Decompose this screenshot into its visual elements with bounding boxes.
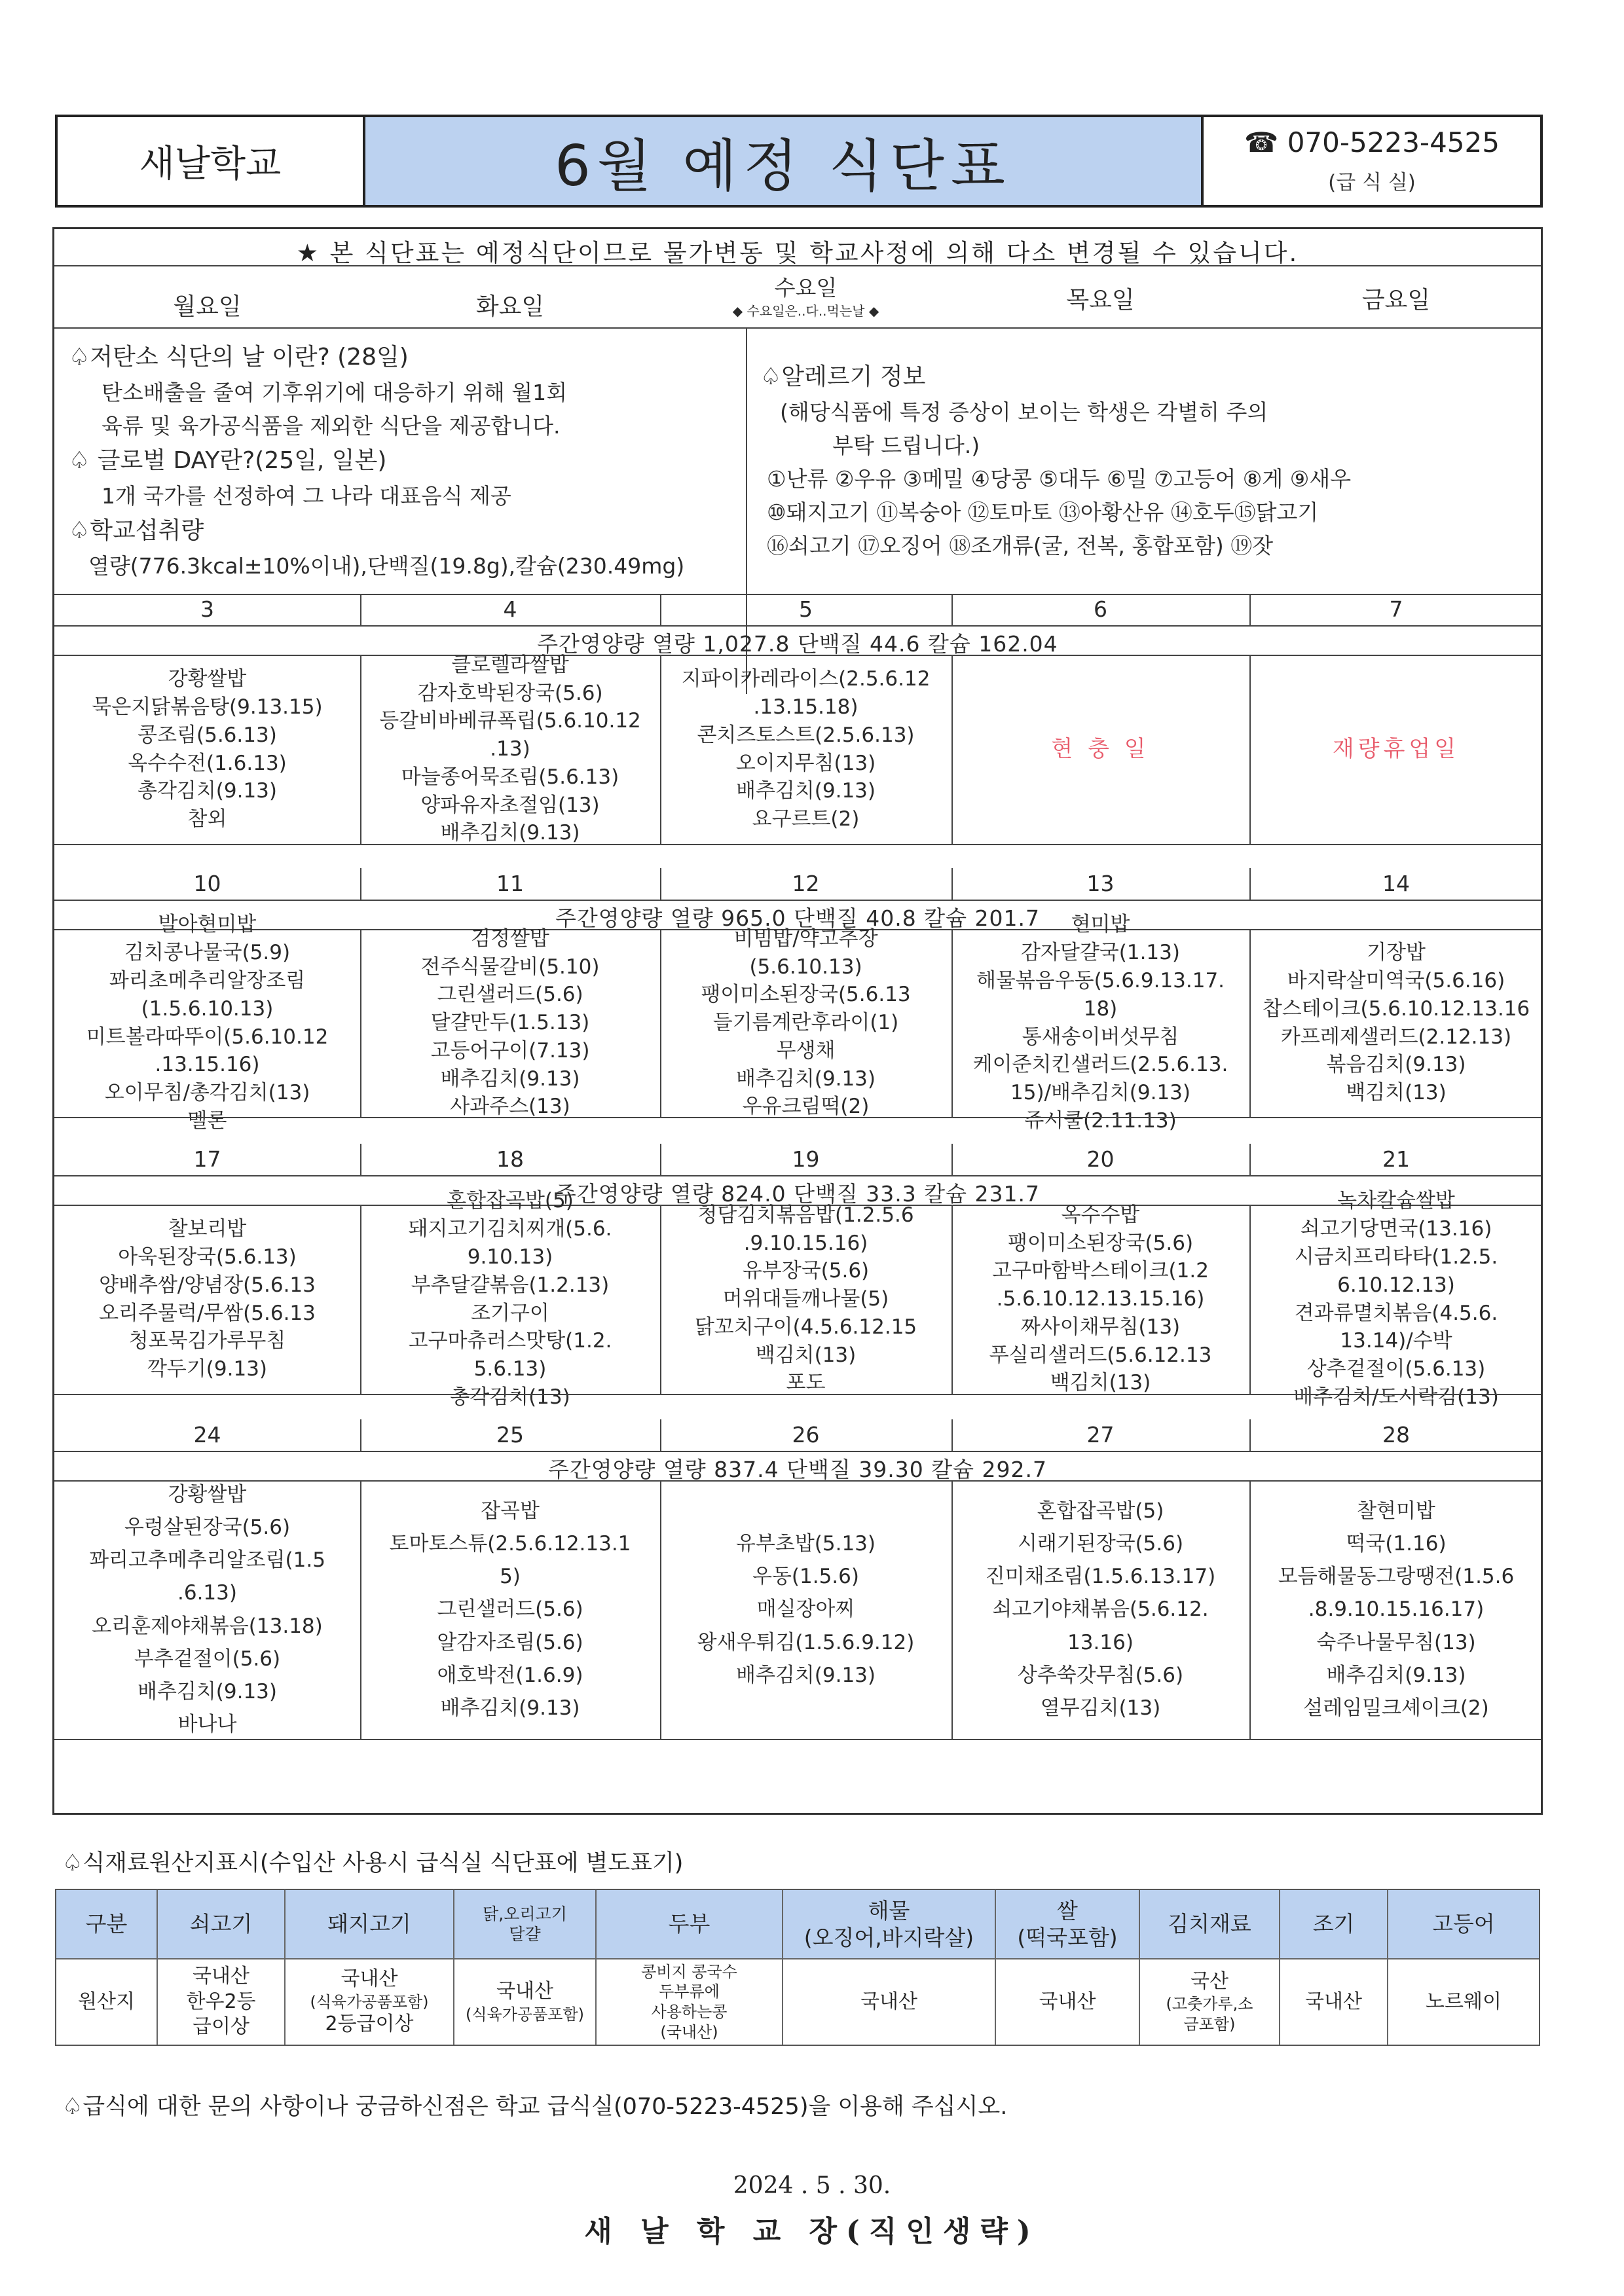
menu-item: 잡곡밥 — [481, 1499, 540, 1523]
origin-value-text: (식육가공품포함) — [310, 1992, 429, 2011]
origin-value-text: 2등급이상 — [325, 2013, 414, 2036]
menu-item: 오이지무침(13) — [735, 751, 876, 775]
origin-value-text: 국내산 — [496, 1980, 553, 2003]
menu-item: 발아현미밥 — [158, 913, 257, 937]
info-right — [760, 359, 1540, 563]
info-text: 1개 국가를 선정하여 그 나라 대표음식 제공 — [101, 483, 511, 509]
menu-tue-25 — [360, 1480, 660, 1739]
menu-item: 오리훈제야채볶음(13.18) — [92, 1614, 323, 1638]
origin-header — [454, 1890, 597, 1958]
origin-value — [996, 1958, 1140, 2045]
menu-item: 콩조림(5.6.13) — [138, 723, 277, 747]
menu-item: 조기구이 — [471, 1301, 549, 1325]
menu-item: 양배추쌈/양념장(5.6.13 — [99, 1273, 316, 1297]
origin-header — [286, 1890, 454, 1958]
menu-item: 숙주나물무침(13) — [1316, 1630, 1476, 1654]
menu-item: 강황쌀밥 — [168, 667, 247, 691]
origin-value-text: 사용하는콩 — [651, 2003, 728, 2021]
day-header-tue: 화요일 — [475, 293, 545, 320]
menu-item: 토마토스튜(2.5.6.12.13.1 — [389, 1531, 631, 1556]
menu-item: 5.6.13) — [473, 1357, 547, 1381]
origin-value-text: 국산 — [1190, 1970, 1228, 1994]
menu-item: 달걀만두(1.5.13) — [430, 1011, 590, 1035]
header — [55, 115, 1543, 208]
date-25: 25 — [496, 1422, 524, 1448]
menu-item: 꽈리초메추리알장조림 — [109, 968, 306, 993]
origin-value-text: 두부류에 — [659, 1982, 720, 2001]
menu-item: 오리주물럭/무쌈(5.6.13 — [99, 1301, 316, 1325]
menu-item: 쇠고기야채볶음(5.6.12. — [992, 1597, 1209, 1622]
allergy-list: ⑯쇠고기 ⑰오징어 ⑱조개류(굴, 전복, 홍합포함) ⑲잣 — [767, 533, 1274, 559]
menu-item: .13) — [490, 737, 530, 761]
origin-header — [1280, 1890, 1388, 1958]
origin-value — [454, 1958, 597, 2045]
menu-item: .8.9.10.15.16.17) — [1308, 1597, 1485, 1622]
footer-signature: 새 날 학 교 장(직인생략) — [584, 2215, 1040, 2248]
origin-header-text: 조기 — [1312, 1911, 1355, 1937]
origin-value-text: 급이상 — [193, 2015, 249, 2039]
menu-item: 부추겉절이(5.6) — [134, 1647, 281, 1671]
date-18: 18 — [496, 1146, 524, 1173]
menu-item: .5.6.10.12.13.15.16) — [996, 1287, 1205, 1311]
menu-item: 쇠고기당면국(13.16) — [1300, 1217, 1492, 1241]
phone-subtitle: (급 식 실) — [1328, 171, 1416, 194]
origin-header-text: 두부 — [668, 1911, 710, 1937]
phone-number: ☎ 070-5223-4525 — [1244, 126, 1500, 158]
menu-mon-3 — [54, 655, 360, 844]
menu-item: 팽이미소된장국(5.6) — [1007, 1231, 1194, 1255]
menu-item: 닭꼬치구이(4.5.6.12.15 — [694, 1315, 917, 1339]
menu-item: 유부장국(5.6) — [742, 1259, 870, 1283]
date-4: 4 — [503, 596, 517, 623]
menu-item: 비빔밥/약고추장 — [733, 926, 878, 951]
menu-item: 찰보리밥 — [168, 1217, 247, 1241]
menu-item: 우렁살된장국(5.6) — [124, 1515, 291, 1539]
menu-item: 진미채조림(1.5.6.13.17) — [985, 1565, 1216, 1589]
allergy-list: ⑩돼지고기 ⑪복숭아 ⑫토마토 ⑬아황산유 ⑭호두⑮닭고기 — [767, 500, 1319, 526]
date-24: 24 — [193, 1422, 221, 1448]
menu-item: 배추김치(9.13) — [736, 1663, 876, 1687]
menu-item: 쥬시쿨(2.11.13) — [1024, 1108, 1177, 1133]
menu-item: 고등어구이(7.13) — [430, 1038, 590, 1063]
menu-fri-21 — [1249, 1189, 1543, 1409]
phone-box — [1204, 117, 1540, 205]
menu-item: 백김치(13) — [755, 1343, 857, 1367]
menu-item: 옥수수밥 — [1061, 1203, 1140, 1227]
day-header-wed: 수요일 ◆ 수요일은..다..먹는날 ◆ — [732, 274, 879, 319]
menu-item: 15)/배추김치(9.13) — [1010, 1081, 1190, 1105]
origin-header-text: 김치재료 — [1168, 1911, 1251, 1937]
origin-value-text: (국내산) — [660, 2022, 718, 2041]
menu-wed-12 — [660, 926, 951, 1119]
origin-value — [1388, 1958, 1539, 2045]
info-text: 부탁 드립니다.) — [832, 432, 980, 458]
origin-value-text: (식육가공품포함) — [465, 2005, 584, 2024]
origin-header-text: (떡국포함) — [1017, 1925, 1118, 1950]
origin-header-text: 쇠고기 — [189, 1911, 253, 1937]
menu-item: (5.6.10.13) — [749, 955, 862, 979]
menu-item: 해물볶음우동(5.6.9.13.17. — [976, 968, 1225, 993]
menu-item: 콘치즈토스트(2.5.6.13) — [697, 723, 915, 747]
menu-item: 배추김치(9.13) — [440, 821, 580, 845]
menu-item: 카프레제샐러드(2.12.13) — [1280, 1025, 1512, 1049]
menu-item: 모듬해물동그랑땡전(1.5.6 — [1278, 1565, 1515, 1589]
date-28: 28 — [1382, 1422, 1410, 1448]
info-text: 탄소배출을 줄여 기후위기에 대응하기 위해 월1회 — [101, 379, 568, 405]
menu-item: 짜사이채무침(13) — [1020, 1315, 1181, 1339]
origin-header-text: 닭,오리고기 — [483, 1904, 567, 1923]
menu-item: 옥수수전(1.6.13) — [128, 751, 287, 775]
menu-item: 백김치(13) — [1346, 1081, 1447, 1105]
day-header-fri: 금요일 — [1361, 286, 1431, 314]
weekly-nutrition: 주간영양량 열량 837.4 단백질 39.30 칼슘 292.7 — [548, 1457, 1047, 1482]
menu-item: 18) — [1083, 996, 1118, 1021]
date-21: 21 — [1382, 1146, 1410, 1173]
weekly-nutrition: 주간영양량 열량 824.0 단백질 33.3 칼슘 231.7 — [555, 1181, 1040, 1207]
low-carbon-title: ♤저탄소 식단의 날 이란? (28일) — [69, 344, 409, 371]
origin-value-text: 콩비지 콩국수 — [641, 1962, 737, 1981]
menu-item: 배추김치(9.13) — [736, 1066, 876, 1091]
menu-item: 배추김치(9.13) — [1326, 1663, 1466, 1687]
menu-item: 5) — [500, 1565, 521, 1589]
menu-wed-19 — [660, 1205, 951, 1394]
menu-item: 머위대들깨나물(5) — [722, 1287, 889, 1311]
origin-value — [158, 1958, 286, 2045]
date-5: 5 — [799, 596, 813, 623]
menu-tue-11 — [360, 926, 660, 1119]
menu-item: 배추김치(9.13) — [138, 1679, 277, 1704]
phone-icon: ☎ — [1244, 126, 1287, 158]
menu-item: 요구르트(2) — [752, 807, 860, 831]
menu-item: 멜론 — [187, 1108, 227, 1133]
menu-item: 바나나 — [177, 1713, 237, 1737]
menu-item: 팽이미소된장국(5.6.13 — [701, 983, 911, 1007]
menu-fri-14 — [1249, 929, 1543, 1117]
menu-item: 13.16) — [1067, 1630, 1134, 1654]
menu-item: 떡국(1.16) — [1346, 1531, 1447, 1556]
menu-table — [52, 227, 1543, 1815]
menu-item: 백김치(13) — [1050, 1371, 1151, 1395]
menu-item: 찰현미밥 — [1357, 1499, 1435, 1523]
menu-mon-10 — [54, 913, 360, 1133]
menu-item: 그린샐러드(5.6) — [437, 983, 583, 1007]
menu-item: (1.5.6.10.13) — [141, 996, 274, 1021]
menu-item: .6.13) — [177, 1581, 237, 1605]
school-intake-title: ♤학교섭취량 — [69, 517, 204, 545]
origin-header-text: 돼지고기 — [327, 1911, 411, 1937]
menu-item: 상추쑥갓무침(5.6) — [1017, 1663, 1184, 1687]
menu-item: 통새송이버섯무침 — [1022, 1025, 1179, 1049]
school-name: 새날학교 — [58, 117, 365, 205]
origin-value-text: 국내산 — [341, 1967, 398, 1991]
origin-header — [1140, 1890, 1280, 1958]
menu-item: 깍두기(9.13) — [147, 1357, 268, 1381]
menu-item: .9.10.15.16) — [743, 1231, 868, 1255]
menu-item: 청포묵김가루무침 — [128, 1329, 286, 1353]
page-title: 6월 예정 식단표 — [365, 117, 1204, 205]
origin-value-text: 국내산 — [860, 1990, 917, 2013]
menu-tue-4 — [360, 655, 660, 844]
origin-value-text: 한우2등 — [186, 1990, 256, 2013]
origin-value-text: 금포함) — [1183, 2015, 1236, 2034]
menu-item: 혼합잡곡밥(5) — [447, 1189, 574, 1213]
date-14: 14 — [1382, 871, 1410, 897]
menu-item: 사과주스(13) — [450, 1095, 570, 1119]
menu-item: 미트볼라따뚜이(5.6.10.12 — [86, 1025, 329, 1049]
date-13: 13 — [1086, 871, 1115, 897]
menu-item: 13.14)/수박 — [1340, 1329, 1452, 1353]
origin-table — [55, 1889, 1540, 2046]
date-12: 12 — [792, 871, 820, 897]
contact-text: ♤급식에 대한 문의 사항이나 궁금하신점은 학교 급식실(070-5223-4525)을 이용해 주십시오. — [62, 2094, 1008, 2120]
origin-value — [783, 1958, 996, 2045]
menu-item: 클로렐라쌀밥 — [451, 653, 569, 677]
menu-item: 고구마함박스테이크(1.2 — [992, 1259, 1209, 1283]
footer-date: 2024 . 5 . 30. — [733, 2172, 891, 2199]
origin-title: ♤식재료원산지표시(수입산 사용시 급식실 식단표에 별도표기) — [62, 1850, 684, 1876]
menu-item: 김치콩나물국(5.9) — [124, 941, 291, 965]
menu-item: 무생채 — [776, 1038, 836, 1063]
menu-item: 견과류멸치볶음(4.5.6. — [1294, 1301, 1498, 1325]
menu-item: 시금치프리타타(1.2.5. — [1294, 1245, 1498, 1269]
origin-header — [597, 1890, 783, 1958]
menu-item: 양파유자초절임(13) — [420, 793, 600, 817]
weekly-nutrition: 주간영양량 열량 1,027.8 단백질 44.6 칼슘 162.04 — [537, 631, 1058, 657]
menu-item: 열무김치(13) — [1040, 1696, 1161, 1721]
menu-item: 애호박전(1.6.9) — [437, 1663, 583, 1687]
menu-item: 지파이카레라이스(2.5.6.12 — [681, 667, 931, 691]
menu-item: 우유크림떡(2) — [742, 1095, 870, 1119]
origin-value-text: 원산지 — [78, 1990, 135, 2013]
origin-value — [1140, 1958, 1280, 2045]
menu-item: 전주식물갈비(5.10) — [420, 955, 600, 979]
origin-value-text: 노르웨이 — [1426, 1990, 1502, 2013]
menu-item: 감자호박된장국(5.6) — [417, 681, 603, 705]
date-11: 11 — [496, 871, 524, 897]
date-3: 3 — [200, 596, 214, 623]
origin-value — [56, 1958, 158, 2045]
origin-header-text: (오징어,바지락살) — [803, 1925, 974, 1950]
menu-item: 우동(1.5.6) — [752, 1565, 859, 1589]
menu-item: 마늘종어묵조림(5.6.13) — [401, 765, 619, 789]
menu-item: 총각김치(13) — [450, 1385, 570, 1409]
menu-item: 배추김치/도시락김(13) — [1293, 1385, 1499, 1409]
date-6: 6 — [1094, 596, 1107, 623]
menu-item: 볶음김치(9.13) — [1326, 1053, 1466, 1077]
menu-item: .13.15.18) — [753, 695, 858, 719]
date-7: 7 — [1389, 596, 1403, 623]
menu-item: 혼합잡곡밥(5) — [1037, 1499, 1164, 1523]
menu-item: 배추김치(9.13) — [440, 1696, 580, 1721]
menu-wed-5 — [660, 655, 951, 844]
menu-item: .13.15.16) — [155, 1053, 260, 1077]
date-27: 27 — [1086, 1422, 1115, 1448]
origin-value — [286, 1958, 454, 2045]
info-left — [69, 339, 789, 583]
menu-item: 케이준치킨샐러드(2.5.6.13. — [972, 1053, 1228, 1077]
menu-item: 알감자조림(5.6) — [437, 1630, 583, 1654]
menu-item: 강황쌀밥 — [168, 1482, 247, 1506]
origin-header — [56, 1890, 158, 1958]
origin-header — [996, 1890, 1140, 1958]
menu-item: 푸실리샐러드(5.6.12.13 — [989, 1343, 1212, 1367]
menu-item: 9.10.13) — [467, 1245, 553, 1269]
menu-item: 총각김치(9.13) — [138, 779, 277, 803]
origin-header — [158, 1890, 286, 1958]
menu-item: 포도 — [786, 1371, 826, 1395]
origin-value-text: (고춧가루,소 — [1166, 1995, 1253, 2014]
date-17: 17 — [193, 1146, 221, 1173]
origin-value — [1280, 1958, 1388, 2045]
menu-item: 6.10.12.13) — [1337, 1273, 1455, 1297]
date-20: 20 — [1086, 1146, 1115, 1173]
origin-header-text: 달걀 — [509, 1925, 541, 1944]
menu-item: 기장밥 — [1367, 941, 1426, 965]
info-text: 육류 및 육가공식품을 제외한 식단을 제공합니다. — [101, 412, 561, 439]
menu-item: 유부초밥(5.13) — [736, 1531, 876, 1556]
date-26: 26 — [792, 1422, 820, 1448]
origin-header-text: 해물 — [868, 1897, 910, 1923]
origin-header — [1388, 1890, 1539, 1958]
holiday-label: 현 충 일 — [1051, 736, 1150, 763]
menu-item: 시래기된장국(5.6) — [1017, 1531, 1184, 1556]
menu-mon-17 — [54, 1205, 360, 1394]
menu-item: 현미밥 — [1071, 913, 1130, 937]
origin-value-text: 국내산 — [1305, 1990, 1362, 2013]
menu-item: 설레임밀크셰이크(2) — [1303, 1696, 1489, 1721]
menu-wed-26 — [660, 1480, 951, 1739]
origin-value-text: 국내산 — [193, 1965, 249, 1988]
menu-item: 상추겉절이(5.6.13) — [1306, 1357, 1486, 1381]
info-text: 열량(776.3kcal±10%이내),단백질(19.8g),칼슘(230.49mg) — [88, 553, 685, 579]
day-header-thu: 목요일 — [1066, 286, 1135, 314]
menu-thu-6 — [951, 655, 1249, 844]
menu-mon-24 — [54, 1480, 360, 1739]
weekly-nutrition: 주간영양량 열량 965.0 단백질 40.8 칼슘 201.7 — [555, 905, 1040, 931]
menu-item: 돼지고기김치찌개(5.6. — [408, 1217, 612, 1241]
origin-value — [597, 1958, 783, 2045]
menu-item: 등갈비바베큐폭립(5.6.10.12 — [379, 709, 641, 733]
date-10: 10 — [193, 871, 221, 897]
menu-thu-20 — [951, 1205, 1249, 1394]
menu-item: 묵은지닭볶음탕(9.13.15) — [92, 695, 323, 719]
info-text: (해당식품에 특정 증상이 보이는 학생은 각별히 주의 — [780, 399, 1268, 425]
notice-text: ★ 본 식단표는 예정식단이므로 물가변동 및 학교사정에 의해 다소 변경될 수 있습니다. — [296, 239, 1299, 267]
menu-fri-7 — [1249, 655, 1543, 844]
menu-item: 아욱된장국(5.6.13) — [118, 1245, 297, 1269]
date-19: 19 — [792, 1146, 820, 1173]
menu-item: 배추김치(9.13) — [736, 779, 876, 803]
menu-item: 들기름계란후라이(1) — [712, 1011, 899, 1035]
origin-header-text: 쌀 — [1057, 1897, 1078, 1923]
menu-thu-13 — [951, 913, 1249, 1133]
menu-item: 그린샐러드(5.6) — [437, 1597, 583, 1622]
menu-tue-18 — [360, 1189, 660, 1409]
menu-item: 꽈리고추메추리알조림(1.5 — [89, 1548, 325, 1573]
menu-item: 오이무침/총각김치(13) — [104, 1081, 310, 1105]
menu-item: 청담김치볶음밥(1.2.5.6 — [697, 1203, 914, 1227]
menu-item: 녹차칼슘쌀밥 — [1337, 1189, 1455, 1213]
origin-header-text: 구분 — [85, 1911, 128, 1937]
menu-item: 찹스테이크(5.6.10.12.13.16 — [1262, 996, 1530, 1021]
origin-header-text: 고등어 — [1432, 1911, 1495, 1937]
global-day-title: ♤ 글로벌 DAY란?(25일, 일본) — [69, 447, 387, 475]
allergy-title: ♤알레르기 정보 — [760, 363, 926, 390]
day-header-mon: 월요일 — [173, 293, 242, 320]
allergy-list: ①난류 ②우유 ③메밀 ④당콩 ⑤대두 ⑥밀 ⑦고등어 ⑧게 ⑨새우 — [767, 466, 1352, 492]
origin-value-text: 국내산 — [1039, 1990, 1096, 2013]
holiday-label: 재량휴업일 — [1332, 736, 1460, 763]
menu-fri-28 — [1249, 1480, 1543, 1739]
menu-item: 바지락살미역국(5.6.16) — [1287, 968, 1505, 993]
origin-header — [783, 1890, 996, 1958]
menu-item: 왕새우튀김(1.5.6.9.12) — [697, 1630, 915, 1654]
menu-item: 매실장아찌 — [756, 1597, 855, 1622]
menu-item: 검정쌀밥 — [471, 926, 549, 951]
menu-item: 부추달걀볶음(1.2.13) — [411, 1273, 610, 1297]
menu-item: 고구마츄러스맛탕(1.2. — [408, 1329, 612, 1353]
menu-thu-27 — [951, 1480, 1249, 1739]
menu-item: 감자달걀국(1.13) — [1021, 941, 1180, 965]
menu-item: 배추김치(9.13) — [440, 1066, 580, 1091]
menu-item: 참외 — [187, 807, 227, 831]
